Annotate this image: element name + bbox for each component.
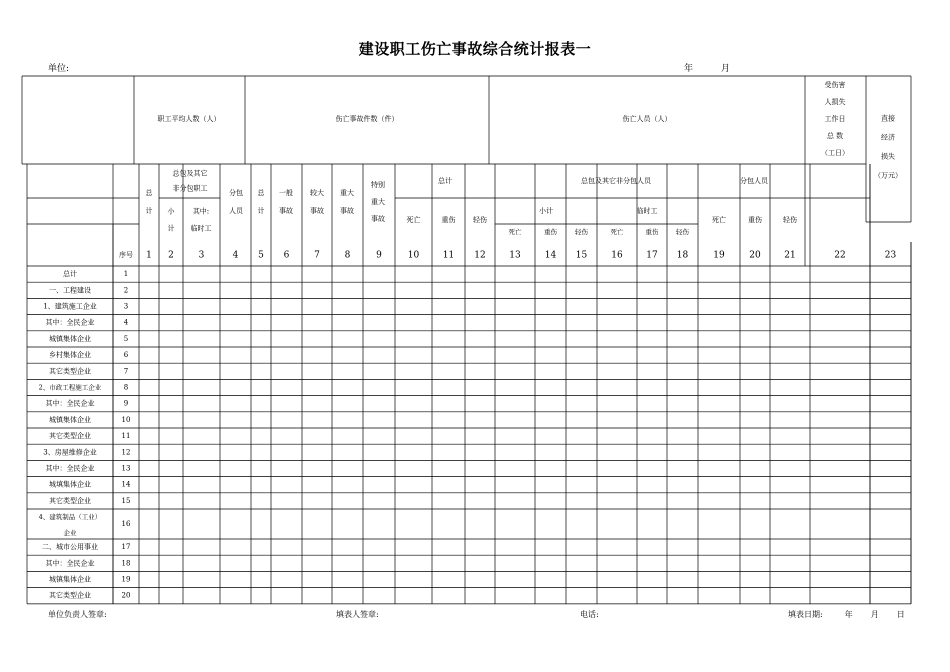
header-economic-loss: 经济 <box>881 133 895 142</box>
row-label: 城镇集体企业 <box>49 415 91 424</box>
row-label: 总计 <box>63 270 77 279</box>
column-number: 12 <box>474 250 486 261</box>
row-number: 13 <box>121 464 131 473</box>
header-cas-subtotal: 小计 <box>539 207 553 215</box>
row-number: 3 <box>123 302 129 311</box>
header-total: 计 <box>145 207 153 215</box>
row-label: 其它类型企业 <box>49 367 91 376</box>
header-injury: 死亡 <box>712 216 726 224</box>
header-avg-workers: 职工平均人数（人） <box>157 115 221 123</box>
row-label: 其中：全民企业 <box>45 464 95 473</box>
row-number: 11 <box>121 432 131 441</box>
column-number: 3 <box>198 250 205 261</box>
column-number: 9 <box>376 250 382 261</box>
header-total-2: 计 <box>257 207 265 215</box>
header-injury: 死亡 <box>406 216 421 224</box>
row-number: 8 <box>123 383 129 392</box>
header-subtotal: 小 <box>167 207 175 216</box>
header-sub-contract: 非分包职工 <box>172 184 208 193</box>
column-number: 4 <box>232 250 239 261</box>
row-number: 14 <box>121 480 131 489</box>
footer-filler: 填表人签章: <box>336 610 379 619</box>
row-number: 4 <box>123 318 129 327</box>
header-casualties: 伤亡人员（人） <box>622 115 672 123</box>
row-number: 18 <box>121 559 131 568</box>
header-cas-total: 总计 <box>438 177 452 185</box>
year-label: 年 <box>684 64 694 74</box>
header-injury: 死亡 <box>508 228 522 236</box>
column-number: 7 <box>314 250 320 261</box>
footer-date-label: 填表日期: <box>788 610 823 619</box>
column-number: 13 <box>509 250 521 261</box>
row-label: 2、市政工程施工企业 <box>38 383 102 392</box>
header-extra-major-accident: 重大 <box>371 198 385 206</box>
row-label: 二、城市公用事业 <box>42 543 98 552</box>
header-subcontract-staff: 人员 <box>229 207 243 215</box>
header-major-accident: 事故 <box>340 207 354 215</box>
header-major-accident: 重大 <box>340 189 354 197</box>
row-label: 城镇集体企业 <box>49 575 91 584</box>
row-number: 2 <box>123 286 129 295</box>
header-total-2: 总 <box>257 189 265 197</box>
header-injury: 轻伤 <box>783 216 797 224</box>
row-number: 1 <box>123 270 129 279</box>
row-label: 3、房屋维修企业 <box>43 448 97 457</box>
header-sub-contract: 总包及其它 <box>172 169 208 178</box>
header-lost-days: 工作日 <box>824 115 846 123</box>
row-number: 7 <box>123 367 129 376</box>
row-number: 5 <box>123 334 129 343</box>
header-total: 总 <box>145 189 153 197</box>
column-number: 2 <box>168 250 174 261</box>
header-general-accident: 一般 <box>279 189 293 197</box>
footer-date <box>788 609 905 620</box>
row-number: 12 <box>121 448 131 457</box>
column-number: 23 <box>884 250 897 261</box>
row-number: 19 <box>121 575 131 584</box>
row-label: 其它类型企业 <box>49 496 91 505</box>
row-label: 乡村集体企业 <box>49 351 91 360</box>
column-number: 6 <box>283 250 290 261</box>
column-number: 21 <box>784 250 796 261</box>
column-number: 22 <box>834 250 846 261</box>
header-injury: 轻伤 <box>473 216 487 224</box>
row-label: 其中：全民企业 <box>45 399 95 408</box>
column-number: 14 <box>544 250 557 261</box>
month-label: 月 <box>721 64 731 74</box>
header-extra-major-accident: 事故 <box>371 215 385 223</box>
column-number: 17 <box>646 250 658 261</box>
column-number: 20 <box>749 250 761 261</box>
row-number: 9 <box>123 399 129 408</box>
row-label: 一、工程建设 <box>49 286 91 295</box>
header-general-accident: 事故 <box>279 207 293 215</box>
footer-year: 年 <box>844 610 853 619</box>
column-number: 19 <box>713 250 725 261</box>
header-lost-days: 受伤害 <box>824 81 846 89</box>
row-label: 其它类型企业 <box>49 591 91 600</box>
footer-phone: 电话: <box>580 610 599 619</box>
header-temp-worker: 临时工 <box>190 224 212 233</box>
header-injury: 死亡 <box>610 228 624 236</box>
row-label: 城镇集体企业 <box>49 334 91 343</box>
row-label: 其它类型企业 <box>49 432 91 441</box>
column-number: 1 <box>146 250 152 261</box>
header-lost-days: （工日） <box>821 149 849 157</box>
header-temp-worker: 其中: <box>192 207 210 216</box>
header-subcontract-staff: 分包 <box>229 189 243 197</box>
row-number: 10 <box>121 415 131 424</box>
report-title: 建设职工伤亡事故综合统计报表一 <box>358 40 592 58</box>
header-injury: 重伤 <box>544 228 557 236</box>
header-cas-main: 总包及其它非分包人员 <box>581 177 651 185</box>
header-extra-major-accident: 特别 <box>371 181 385 189</box>
row-label: 其中：全民企业 <box>45 318 95 327</box>
header-economic-loss: 损失 <box>881 152 895 161</box>
seq-header: 序号 <box>119 251 133 259</box>
column-number: 16 <box>611 250 623 261</box>
column-number: 15 <box>575 250 588 261</box>
row-label: 4、建筑制品（工业） <box>38 513 102 521</box>
column-number: 18 <box>676 250 689 261</box>
row-number: 6 <box>123 351 129 360</box>
footer-month: 月 <box>870 610 879 619</box>
header-lost-days: 人损失 <box>824 98 846 106</box>
header-serious-accident: 较大 <box>310 189 324 197</box>
footer-unit-head: 单位负责人签章: <box>48 610 107 619</box>
header-economic-loss: 直接 <box>881 114 895 123</box>
header-accident-count: 伤亡事故件数（件） <box>335 115 399 123</box>
row-number: 17 <box>121 543 131 552</box>
row-label: 其中：全民企业 <box>45 559 95 568</box>
row-label: 城填集体企业 <box>49 480 91 489</box>
header-subtotal: 计 <box>167 224 175 233</box>
header-injury: 轻伤 <box>676 228 689 236</box>
row-number: 20 <box>121 591 131 600</box>
column-number: 11 <box>442 250 455 261</box>
header-injury: 重伤 <box>645 228 659 236</box>
row-label: 1、建筑施工企业 <box>43 302 97 311</box>
header-economic-loss: （万元） <box>874 171 902 180</box>
row-number: 15 <box>121 496 131 505</box>
header-serious-accident: 事故 <box>310 207 324 215</box>
header-cas-temp: 临时工 <box>636 207 658 215</box>
header-injury: 重伤 <box>441 216 456 224</box>
column-number: 8 <box>344 250 351 261</box>
footer-day: 日 <box>896 610 905 619</box>
header-injury: 重伤 <box>748 216 762 224</box>
column-number: 5 <box>258 250 264 261</box>
column-number: 10 <box>407 250 420 261</box>
header-cas-sub: 分包人员 <box>740 177 768 185</box>
header-injury: 轻伤 <box>575 228 588 236</box>
unit-label: 单位: <box>48 64 70 74</box>
row-number: 16 <box>121 520 131 528</box>
row-label: 企业 <box>63 529 77 537</box>
header-lost-days: 总 数 <box>826 132 844 140</box>
